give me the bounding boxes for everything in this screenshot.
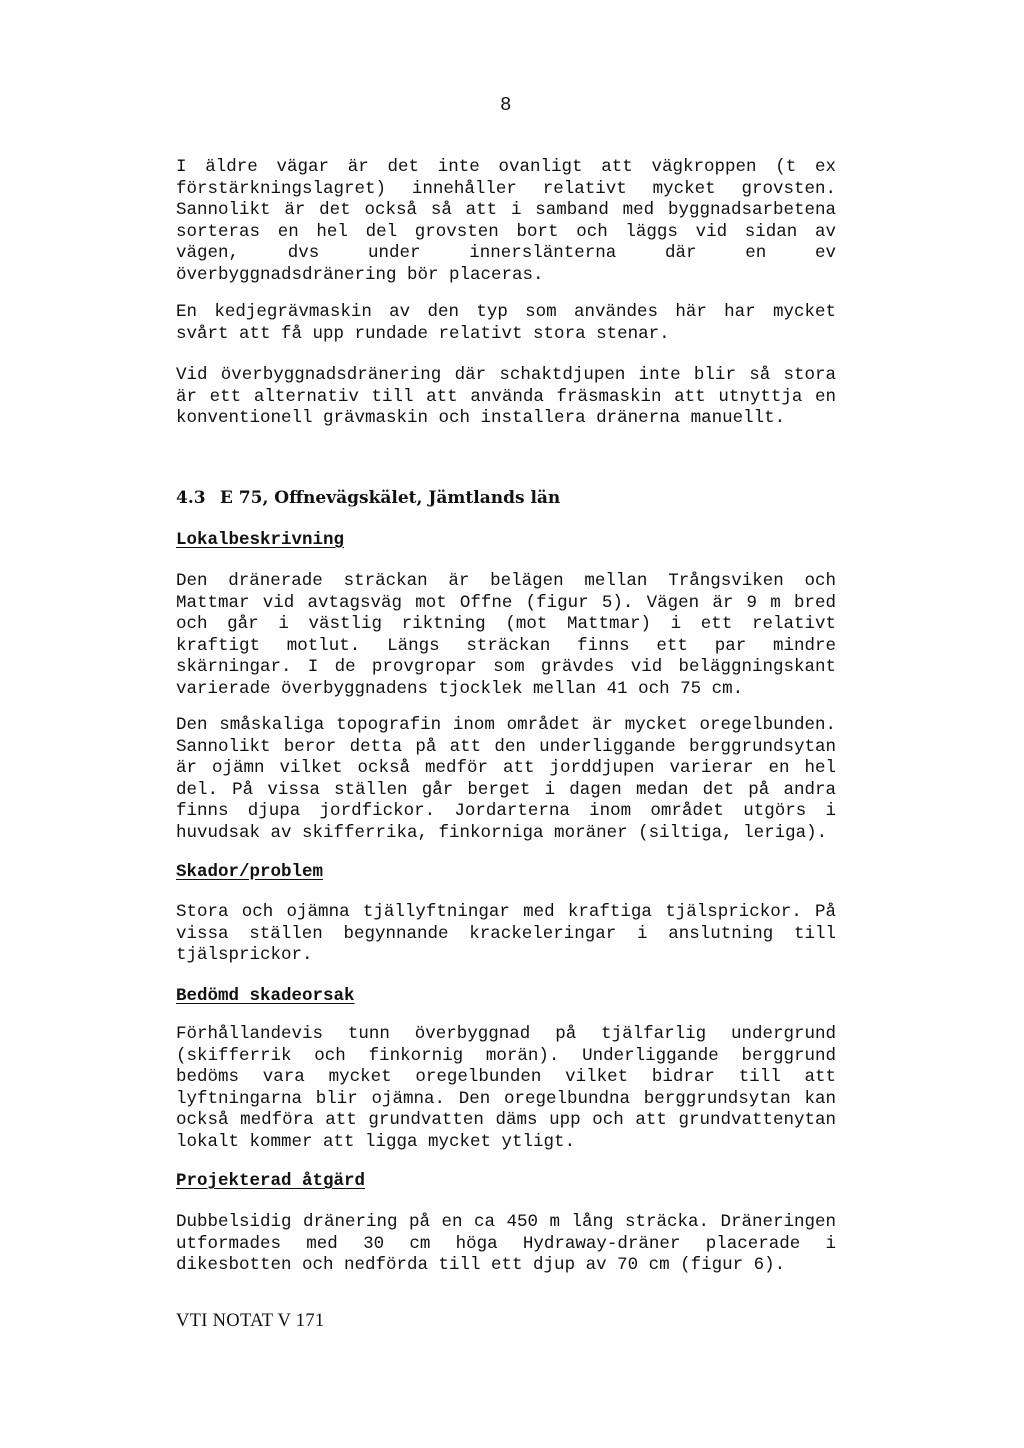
subheading-skador-problem: Skador/problem bbox=[176, 862, 324, 882]
subheading-lokalbeskrivning: Lokalbeskrivning bbox=[176, 530, 345, 550]
intro-paragraph-2: En kedjegrävmaskin av den typ som användes här har mycket svårt att få upp rundade relativt stora stenar. bbox=[176, 302, 836, 344]
skadeorsak-paragraph: Förhållandevis tunn överbyggnad på tjälfarlig undergrund (skifferrik och finkornig morän). Underliggande berggrund bedöms vara mycket oregelbunden vilket bidrar till att lyftningarna blir ojämna. Den oregelbundna berggrundsytan kan också medföra att grundvatten däms upp och att grundvattenytan lokalt kommer att ligga mycket ytligt. bbox=[176, 1024, 836, 1152]
lokalbeskrivning-paragraph-2: Den småskaliga topografin inom området är mycket oregelbunden. Sannolikt beror detta på att den underliggande berggrundsytan är ojämn vilket också medför att jorddjupen varierar en hel del. På vissa ställen går berget i dagen medan det på andra finns djupa jordfickor. Jordarterna inom området utgörs i huvudsak av skifferrika, finkorniga moräner (siltiga, leriga). bbox=[176, 715, 836, 843]
section-title: E 75, Offnevägskälet, Jämtlands län bbox=[219, 488, 561, 508]
subheading-bedomd-skadeorsak: Bedömd skadeorsak bbox=[176, 986, 355, 1006]
intro-paragraph-1: I äldre vägar är det inte ovanligt att vägkroppen (t ex förstärkningslagret) innehåller relativt mycket grovsten. Sannolikt är det också så att i samband med byggnadsarbetena sorteras en hel del grovsten bort och läggs vid sidan av vägen, dvs under innerslänterna där en ev överbyggnadsdränering bör placeras. bbox=[176, 157, 836, 285]
page-number: 8 bbox=[500, 94, 512, 116]
footer-document-id: VTI NOTAT V 171 bbox=[176, 1311, 325, 1331]
intro-paragraph-3: Vid överbyggnadsdränering där schaktdjupen inte blir så stora är ett alternativ till att använda fräsmaskin att utnyttja en konventionell grävmaskin och installera dränerna manuellt. bbox=[176, 365, 836, 428]
lokalbeskrivning-paragraph-1: Den dränerade sträckan är belägen mellan Trångsviken och Mattmar vid avtagsväg mot Offne (figur 5). Vägen är 9 m bred och går i västlig riktning (mot Mattmar) i ett relativt kraftigt motlut. Längs sträckan finns ett par mindre skärningar. I de provgropar som grävdes vid beläggningskant varierade överbyggnadens tjocklek mellan 41 och 75 cm. bbox=[176, 571, 836, 699]
section-number: 4.3 bbox=[176, 488, 206, 508]
subheading-projekterad-atgard: Projekterad åtgärd bbox=[176, 1171, 366, 1191]
section-heading bbox=[176, 488, 560, 508]
skador-paragraph: Stora och ojämna tjällyftningar med kraftiga tjälsprickor. På vissa ställen begynnande krackeleringar i anslutning till tjälsprickor. bbox=[176, 902, 836, 965]
atgard-paragraph: Dubbelsidig dränering på en ca 450 m lång sträcka. Dräneringen utformades med 30 cm höga Hydraway-dräner placerade i dikesbotten och nedförda till ett djup av 70 cm (figur 6). bbox=[176, 1212, 836, 1275]
